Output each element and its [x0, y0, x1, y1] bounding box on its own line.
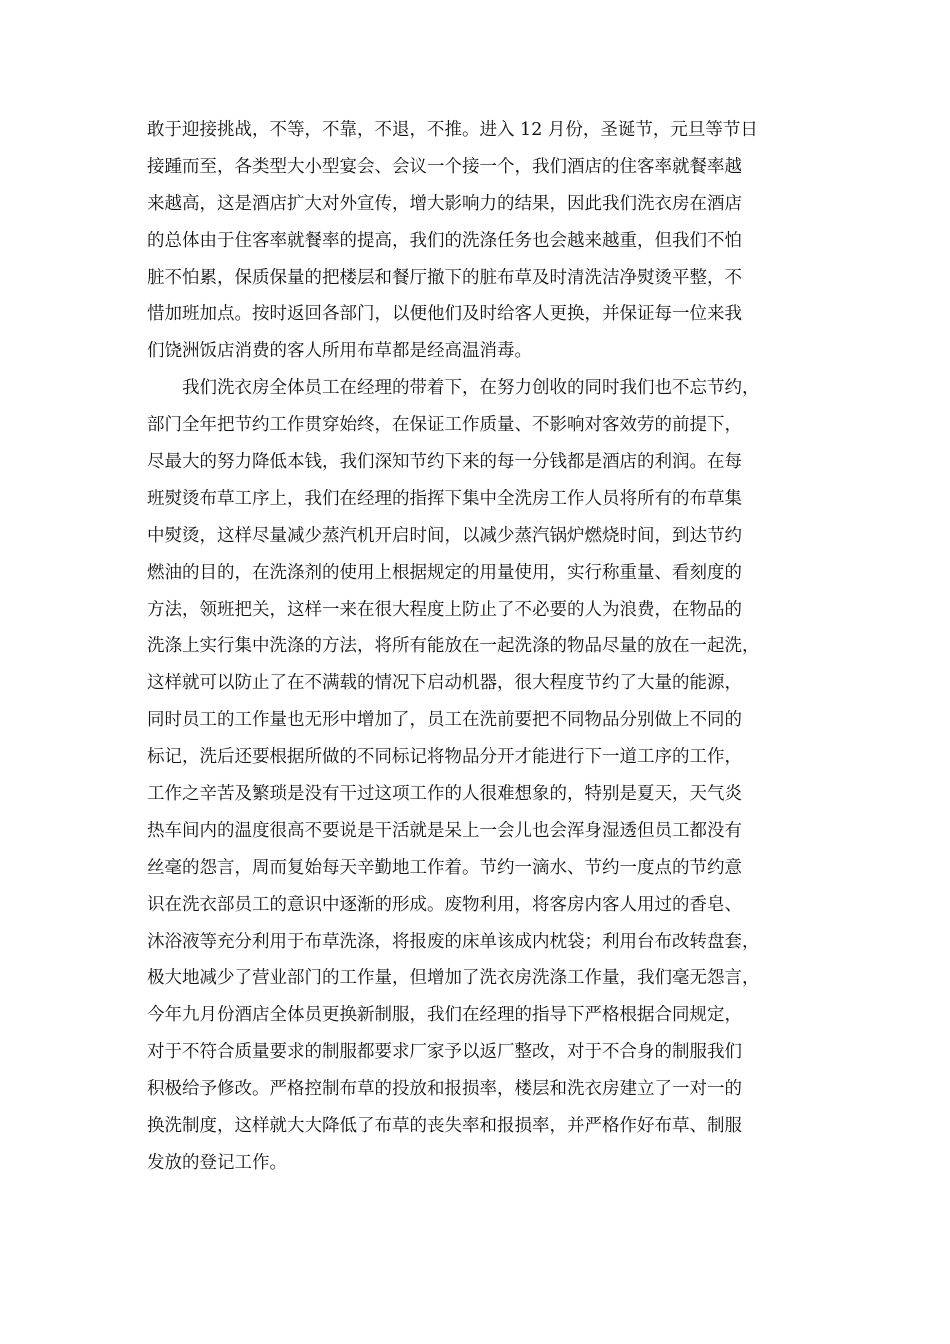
- text-line: 极大地减少了营业部门的工作量，但增加了洗衣房洗涤工作量，我们毫无怨言，: [147, 968, 760, 989]
- text-line: 丝毫的怨言，周而复始每天辛勤地工作着。节约一滴水、节约一度点的节约意: [147, 857, 742, 878]
- text-line: 班熨烫布草工序上，我们在经理的指挥下集中全洗房工作人员将所有的布草集: [147, 488, 742, 509]
- text-line: 对于不符合质量要求的制服都要求厂家予以返厂整改，对于不合身的制服我们: [147, 1042, 742, 1063]
- text-line: 洗涤上实行集中洗涤的方法，将所有能放在一起洗涤的物品尽量的放在一起洗，: [147, 636, 760, 657]
- text-line: 们饶洲饭店消费的客人所用布草都是经高温消毒。: [147, 341, 532, 362]
- text-line: 换洗制度，这样就大大降低了布草的丧失率和报损率，并严格作好布草、制服: [147, 1116, 742, 1137]
- text-line: 来越高，这是酒店扩大对外宣传，增大影响力的结果，因此我们洗衣房在酒店: [147, 193, 742, 214]
- text-line: 同时员工的工作量也无形中增加了，员工在洗前要把不同物品分别做上不同的: [147, 710, 742, 731]
- text-line: 燃油的目的，在洗涤剂的使用上根据规定的用量使用，实行称重量、看刻度的: [147, 562, 742, 583]
- text-line: 工作之辛苦及繁琐是没有干过这项工作的人很难想象的，特别是夏天，天气炎: [147, 784, 742, 805]
- text-line: 尽最大的努力降低本钱，我们深知节约下来的每一分钱都是酒店的利润。在每: [147, 452, 742, 473]
- text-line-indented: 我们洗衣房全体员工在经理的带着下，在努力创收的同时我们也不忘节约，: [182, 378, 760, 399]
- text-line: 的总体由于住客率就餐率的提高，我们的洗涤任务也会越来越重，但我们不怕: [147, 230, 742, 251]
- document-body: [147, 112, 807, 1182]
- text-line: 部门全年把节约工作贯穿始终，在保证工作质量、不影响对客效劳的前提下，: [147, 415, 742, 436]
- paragraph-2: [147, 370, 807, 1182]
- text-line: 积极给予修改。严格控制布草的投放和报损率，楼层和洗衣房建立了一对一的: [147, 1079, 742, 1100]
- text-line: 惜加班加点。按时返回各部门，以便他们及时给客人更换，并保证每一位来我: [147, 304, 742, 325]
- paragraph-1: [147, 112, 807, 370]
- text-line: 这样就可以防止了在不满载的情况下启动机器，很大程度节约了大量的能源，: [147, 673, 742, 694]
- text-line: 中熨烫，这样尽量减少蒸汽机开启时间，以减少蒸汽锅炉燃烧时间，到达节约: [147, 525, 742, 546]
- text-line: 接踵而至，各类型大小型宴会、会议一个接一个，我们酒店的住客率就餐率越: [147, 156, 742, 177]
- text-line: 脏不怕累，保质保量的把楼层和餐厅撤下的脏布草及时清洗洁净熨烫平整，不: [147, 267, 742, 288]
- text-line: 敢于迎接挑战，不等，不靠，不退，不推。进入 12 月份，圣诞节，元旦等节日: [147, 120, 758, 140]
- text-line: 标记，洗后还要根据所做的不同标记将物品分开才能进行下一道工序的工作，: [147, 747, 742, 768]
- text-line: 沐浴液等充分利用于布草洗涤，将报废的床单该成内枕袋；利用台布改转盘套，: [147, 931, 760, 952]
- text-line: 发放的登记工作。: [147, 1152, 287, 1173]
- text-line: 识在洗衣部员工的意识中逐渐的形成。废物利用，将客房内客人用过的香皂、: [147, 894, 742, 915]
- text-line: 热车间内的温度很高不要说是干活就是呆上一会儿也会浑身湿透但员工都没有: [147, 820, 742, 841]
- text-line: 方法，领班把关，这样一来在很大程度上防止了不必要的人为浪费，在物品的: [147, 599, 742, 620]
- text-line: 今年九月份酒店全体员更换新制服，我们在经理的指导下严格根据合同规定，: [147, 1005, 742, 1026]
